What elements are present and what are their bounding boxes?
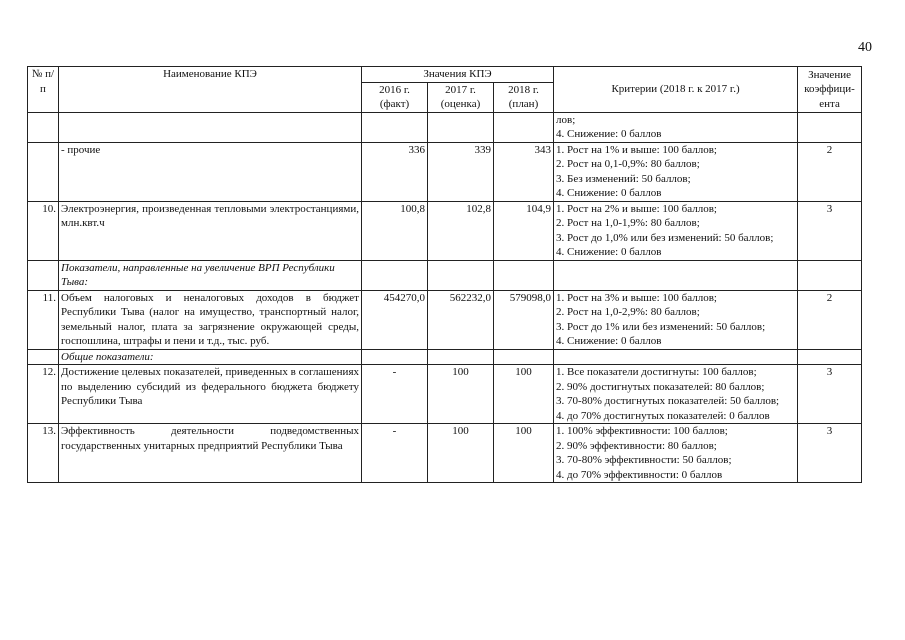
row-coef: 3 (798, 201, 862, 260)
header-criteria: Критерии (2018 г. к 2017 г.) (554, 67, 798, 113)
header-2017: 2017 г. (оценка) (428, 82, 494, 112)
row-criteria (554, 424, 798, 483)
row-coef: 3 (798, 365, 862, 424)
criteria-line: 1. Рост на 3% и выше: 100 баллов; (556, 291, 717, 304)
criteria-line: 2. Рост на 1,0-1,9%: 80 баллов; (556, 217, 700, 229)
criteria-line: 4. Снижение: 0 баллов (556, 246, 662, 258)
criteria-line: 2. 90% эффективности: 80 баллов; (556, 439, 717, 452)
row-coef: 3 (798, 424, 862, 483)
page-number: 40 (858, 40, 872, 55)
row-criteria (554, 201, 798, 260)
criteria-line: 4. Снижение: 0 баллов (556, 335, 662, 347)
row-name: Электроэнергия, произведенная тепловыми электростанциями, млн.квт.ч (59, 201, 362, 260)
criteria-line: 4. до 70% достигнутых показателей: 0 баллов (556, 409, 770, 422)
row-name: Достижение целевых показателей, приведенных в соглашениях по выделению субсидий из федерального бюджета бюджету Республики Тыва (59, 365, 362, 424)
row-value-2017: 100 (428, 365, 494, 424)
header-2018: 2018 г. (план) (494, 82, 554, 112)
row-value-2018: 100 (494, 424, 554, 483)
row-num (28, 112, 59, 142)
row-coef: 2 (798, 290, 862, 349)
header-row-1 (28, 67, 862, 83)
section-title: Общие показатели: (59, 349, 362, 365)
row-value-2017: 100 (428, 424, 494, 483)
criteria-line: 2. Рост на 1,0-2,9%: 80 баллов; (556, 306, 700, 318)
row-criteria (554, 365, 798, 424)
table-row (28, 290, 862, 349)
header-coef: Значение коэффици-ента (798, 67, 862, 113)
row-value-2018: 579098,0 (494, 290, 554, 349)
row-value-2018: 104,9 (494, 201, 554, 260)
row-criteria (554, 142, 798, 201)
row-value-2017: 102,8 (428, 201, 494, 260)
criteria-line: 2. Рост на 0,1-0,9%: 80 баллов; (556, 158, 700, 170)
row-name: - прочие (59, 142, 362, 201)
criteria-line: 4. Снижение: 0 баллов (556, 128, 662, 140)
row-name: Объем налоговых и неналоговых доходов в бюджет Республики Тыва (налог на имущество, транспортный налог, земельный налог, плата за загрязнение окружающей среды, госпошлина, штрафы и пени и т.д., тыс. руб. (59, 290, 362, 349)
header-values: Значения КПЭ (362, 67, 554, 83)
row-value-2016: - (362, 365, 428, 424)
section-row (28, 260, 862, 290)
criteria-line: 3. Без изменений: 50 баллов; (556, 172, 691, 185)
header-2016: 2016 г. (факт) (362, 82, 428, 112)
row-value-2017: 562232,0 (428, 290, 494, 349)
table-row (28, 201, 862, 260)
row-value-2018: 100 (494, 365, 554, 424)
criteria-line: 3. 70-80% достигнутых показателей: 50 баллов; (556, 395, 780, 407)
row-value-2016: 454270,0 (362, 290, 428, 349)
row-value-2016 (362, 112, 428, 142)
criteria-line: 3. 70-80% эффективности: 50 баллов; (556, 454, 732, 466)
header-name: Наименование КПЭ (59, 67, 362, 113)
row-coef: 2 (798, 142, 862, 201)
row-num: 12. (28, 365, 59, 424)
row-num: 11. (28, 290, 59, 349)
table-row (28, 424, 862, 483)
table-row (28, 142, 862, 201)
criteria-line: 4. Снижение: 0 баллов (556, 187, 662, 199)
table-row (28, 365, 862, 424)
row-criteria (554, 290, 798, 349)
row-value-2016: 336 (362, 142, 428, 201)
criteria-line: 1. 100% эффективности: 100 баллов; (556, 425, 728, 437)
row-value-2018 (494, 112, 554, 142)
criteria-line: 3. Рост до 1% или без изменений: 50 баллов; (556, 320, 766, 333)
header-num: № п/п (28, 67, 59, 113)
criteria-line: 4. до 70% эффективности: 0 баллов (556, 468, 723, 481)
table-row (28, 112, 862, 142)
row-num (28, 142, 59, 201)
section-title: Показатели, направленные на увеличение ВРП Республики Тыва: (59, 260, 362, 290)
row-value-2017: 339 (428, 142, 494, 201)
row-num: 10. (28, 201, 59, 260)
row-value-2018: 343 (494, 142, 554, 201)
row-coef (798, 112, 862, 142)
criteria-line: лов; (556, 113, 576, 126)
criteria-line: 1. Рост на 2% и выше: 100 баллов; (556, 202, 717, 215)
row-name: Эффективность деятельности подведомственных государственных унитарных предприятий Республики Тыва (59, 424, 362, 483)
row-name (59, 112, 362, 142)
criteria-line: 3. Рост до 1,0% или без изменений: 50 баллов; (556, 231, 774, 244)
criteria-line: 1. Все показатели достигнуты: 100 баллов; (556, 366, 757, 378)
criteria-line: 1. Рост на 1% и выше: 100 баллов; (556, 143, 717, 156)
section-row (28, 349, 862, 365)
row-value-2016: 100,8 (362, 201, 428, 260)
criteria-line: 2. 90% достигнутых показателей: 80 баллов; (556, 380, 765, 393)
row-value-2016: - (362, 424, 428, 483)
kpe-table (27, 66, 862, 483)
row-value-2017 (428, 112, 494, 142)
row-criteria (554, 112, 798, 142)
row-num: 13. (28, 424, 59, 483)
